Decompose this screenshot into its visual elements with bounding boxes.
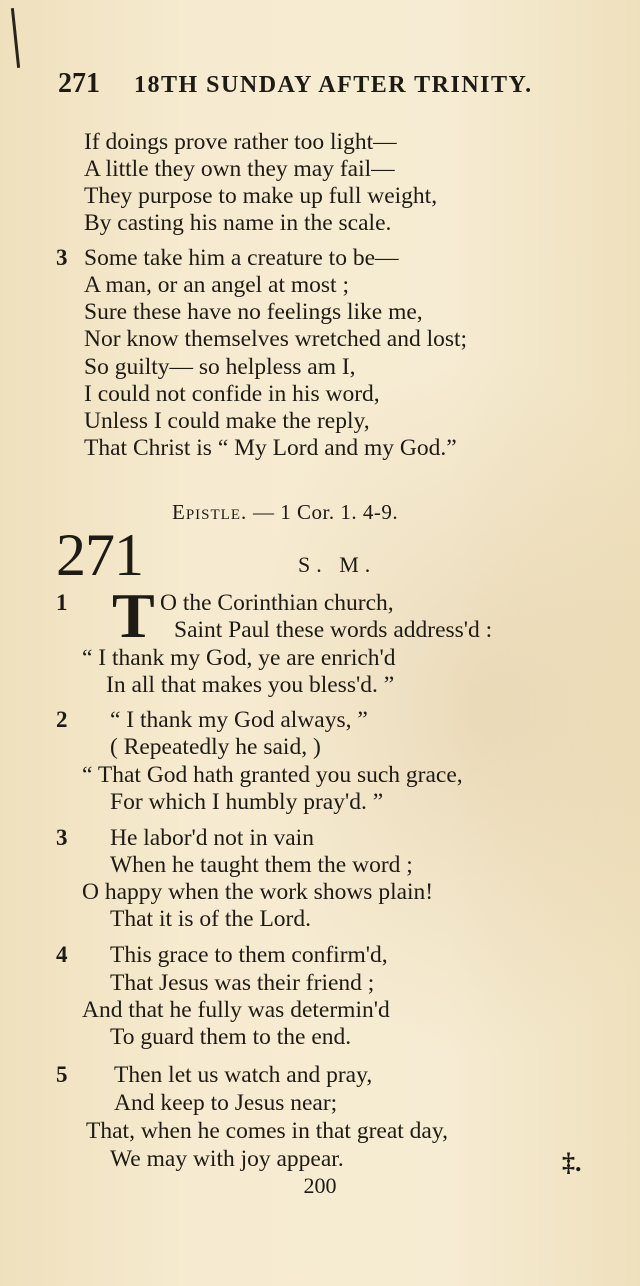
verse-line: That it is of the Lord. xyxy=(110,906,312,932)
stanza-number: 3 xyxy=(56,245,68,270)
drop-cap: T xyxy=(112,580,155,651)
verse-line: He labor'd not in vain xyxy=(110,825,314,851)
verse-line: Unless I could make the reply, xyxy=(84,408,370,434)
running-header xyxy=(58,68,592,100)
verse-line: Sure these have no feelings like me, xyxy=(84,299,423,325)
hymn-meter: S. M. xyxy=(298,552,377,577)
verse-line: In all that makes you bless'd. ” xyxy=(106,672,395,698)
verse-line: To guard them to the end. xyxy=(110,1024,352,1050)
epistle-reference xyxy=(172,500,398,525)
header-page-number: 271 xyxy=(58,68,100,99)
verse-line: That Jesus was their friend ; xyxy=(110,970,375,996)
stanza-number: 3 xyxy=(56,825,68,850)
verse-line: That, when he comes in that great day, xyxy=(86,1118,448,1144)
stanza-number: 5 xyxy=(56,1062,68,1087)
running-title: 18TH SUNDAY AFTER TRINITY. xyxy=(134,72,533,98)
verse-line: They purpose to make up full weight, xyxy=(84,183,438,209)
stanza-number: 1 xyxy=(56,590,68,615)
verse-line: This grace to them confirm'd, xyxy=(110,942,388,968)
verse-line: We may with joy appear. xyxy=(110,1146,344,1172)
verse-line: Saint Paul these words address'd : xyxy=(174,617,493,643)
verse-line: A little they own they may fail— xyxy=(84,156,395,182)
verse-line: ( Repeatedly he said, ) xyxy=(110,734,321,760)
verse-line: Then let us watch and pray, xyxy=(114,1062,373,1088)
verse-line: Nor know themselves wretched and lost; xyxy=(84,326,468,352)
verse-line: By casting his name in the scale. xyxy=(84,210,392,236)
signature-mark: ‡. xyxy=(562,1148,582,1177)
verse-line: And that he fully was determin'd xyxy=(82,997,390,1023)
verse-line: O the Corinthian church, xyxy=(160,590,394,616)
verse-line: Some take him a creature to be— xyxy=(84,245,399,271)
verse-line: “ I thank my God always, ” xyxy=(110,707,368,733)
verse-line: For which I humbly pray'd. ” xyxy=(110,789,384,815)
verse-line: And keep to Jesus near; xyxy=(114,1090,338,1116)
verse-line: O happy when the work shows plain! xyxy=(82,879,434,905)
verse-line: When he taught them the word ; xyxy=(110,852,413,878)
verse-line: “ That God hath granted you such grace, xyxy=(82,762,463,788)
epistle-label: Epistle. xyxy=(172,500,248,524)
verse-line: If doings prove rather too light— xyxy=(84,129,397,155)
page-edge-mark xyxy=(11,8,20,68)
epistle-citation: — 1 Cor. 1. 4-9. xyxy=(253,500,399,524)
hymn-number: 271 xyxy=(56,522,143,588)
verse-line: So guilty— so helpless am I, xyxy=(84,354,356,380)
verse-line: I could not confide in his word, xyxy=(84,381,380,407)
verse-line: “ I thank my God, ye are enrich'd xyxy=(82,645,396,671)
footer-page-number: 200 xyxy=(303,1173,337,1198)
verse-line: That Christ is “ My Lord and my God.” xyxy=(84,435,457,461)
stanza-number: 2 xyxy=(56,707,68,732)
stanza-number: 4 xyxy=(56,942,68,967)
verse-line: A man, or an angel at most ; xyxy=(84,272,349,298)
